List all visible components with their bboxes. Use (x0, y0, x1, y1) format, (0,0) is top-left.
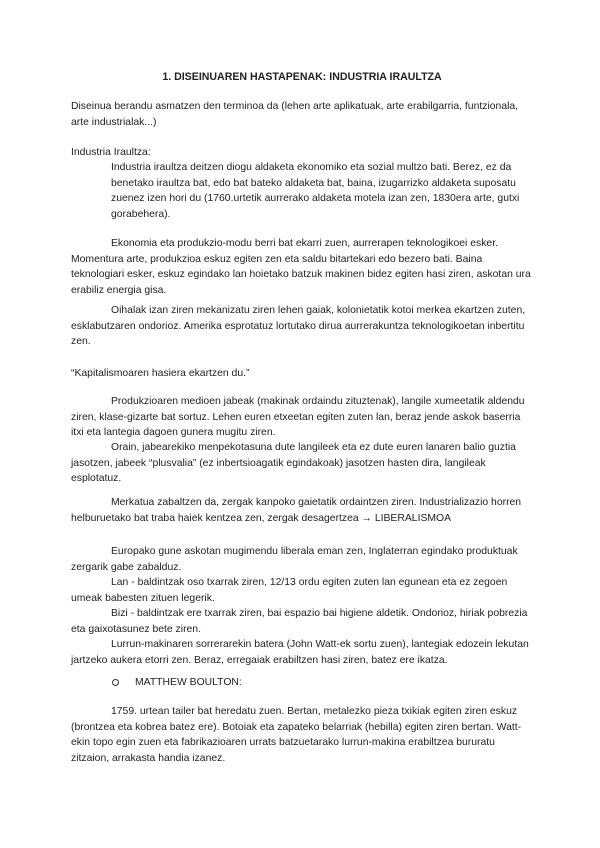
bullet-label: MATTHEW BOULTON: (135, 677, 242, 688)
quote-line: “Kapitalismoaren hasiera ekartzen du.” (71, 368, 250, 379)
paragraph-10: Lurrun-makinaren sorrerarekin batera (John Watt-ek sortu zuen), lantegiak edozein lekutan jartzeko aukera etorri zen. Beraz, erregaiak erabiltzen hasi ziren, batez ere ikatza. (71, 639, 529, 666)
circle-bullet-icon (112, 679, 119, 686)
paragraph-2: Ekonomia eta produkzio-modu berri bat ekarri zuen, aurrerapen teknologikoei esker. Momentura arte, produkzioa eskuz egiten zen eta saldu bitartekari edo bezero bati. Baina teknologiari esker, eskuz egindako lan hoietako batzuk makinen bidez egiten hasi ziren, askotan ura erabiliz energia gisa. (71, 238, 531, 296)
paragraph-1: Industria iraultza deitzen diogu aldaketa ekonomiko eta sozial multzo bati. Berez, ez da benetako iraultza bat, edo bat bateko aldaketa bat, baina, izugarrizko aldaketa suposatu zuenez izen hori du (1760.urtetik aurrerako aldaketa motela izan zen, 1830era arte, gutxi gorabehera). (111, 162, 520, 220)
paragraph-6: Merkatua zabaltzen da, zergak kanpoko gaietatik ordaintzen ziren. Industrializazio horren helburuetako bat traba haiek kentzea zen, zergak desagertzea → LIBERALISMOA (71, 497, 522, 524)
intro-paragraph: Diseinua berandu asmatzen den terminoa da (lehen arte aplikatuak, arte erabilgarria, funtzionala, arte industrialak...) (71, 101, 519, 128)
paragraph-3: Oihalak izan ziren mekanizatu ziren lehen gaiak, kolonietatik kotoi merkea ekartzen zuten, esklabutzaren ondorioz. Amerika esprotatuz lortutako dirua aurrerakuntza teknologikoetan inbertitu zen. (71, 305, 526, 348)
section-heading: 1. DISEINUAREN HASTAPENAK: INDUSTRIA IRAULTZA (162, 71, 442, 83)
paragraph-7: Europako gune askotan mugimendu liberala eman zen, Inglaterran egindako produktuak zergarik gabe zabalduz. (71, 546, 518, 573)
paragraph-11: 1759. urtean tailer bat heredatu zuen. Bertan, metalezko pieza txikiak egiten ziren eskuz (brontzea eta kobrea batez ere). Botoiak eta zapateko belarriak (hebilla) egiten ziren bertan. Watt-ekin topo egin zuen eta fabrikazioaren urrats batzuetarako lurrun-makina erabiltzea bururatu zitzaion, arrakasta handia izanez. (71, 706, 522, 764)
paragraph-8: Lan - baldintzak oso txarrak ziren, 12/13 ordu egiten zuten lan egunean eta ez zegoen umeak babesten zituen legerik. (71, 577, 508, 604)
bullet-item (112, 675, 242, 691)
paragraph-5: Orain, jabearekiko menpekotasuna dute langileek eta ez dute euren lanaren balio guztia jasotzen, jabeek “plusvalia” (ez inbertsioagatik egindakoak) jasotzen hasten dira, langileak esplotatuz. (71, 442, 516, 485)
paragraph-9: Bizi - baldintzak ere txarrak ziren, bai espazio bai higiene aldetik. Ondorioz, hiriak pobrezia eta gaixotasunez bete ziren. (71, 608, 528, 635)
section-label: Industria Iraultza: (71, 147, 151, 158)
paragraph-4: Produkzioaren medioen jabeak (makinak ordaindu zituztenak), langile xumeetatik aldendu ziren, klase-gizarte bat sortuz. Lehen euren etxeetan egiten zuten lan, beraz jende askok baserria itxi eta lantegia dagoen gunera mugitu ziren. (71, 396, 525, 439)
